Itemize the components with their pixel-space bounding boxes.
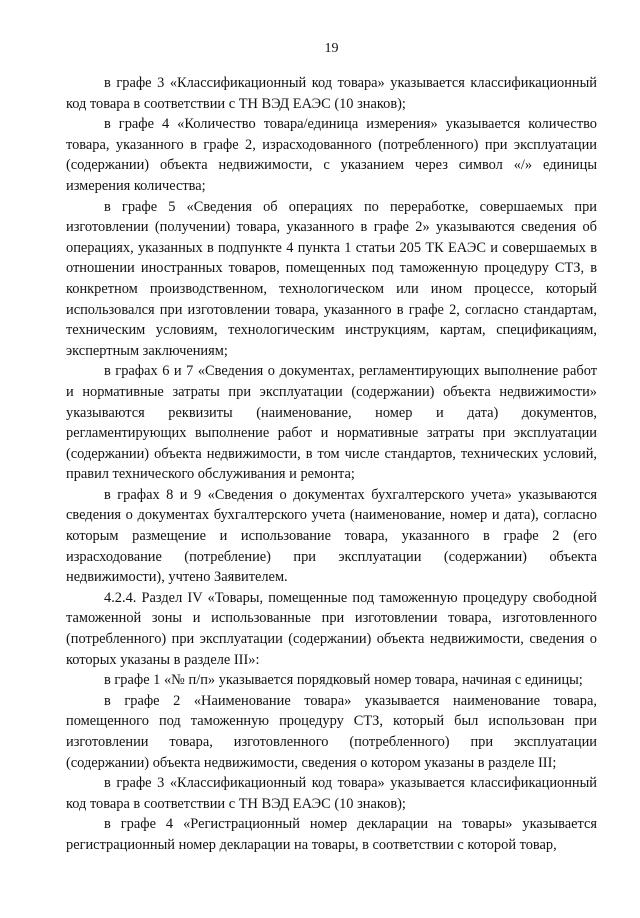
- paragraph-graph-4-declaration-number: в графе 4 «Регистрационный номер декларации на товары» указывается регистрационный номер декларации на товары, в соответствии с которой товар,: [66, 816, 597, 853]
- paragraph-graph-1-sequence-number: в графе 1 «№ п/п» указывается порядковый номер товара, начиная с единицы;: [104, 672, 583, 689]
- page-number: 19: [324, 41, 339, 56]
- document-body: [66, 73, 597, 856]
- paragraph-graphs-6-7-regulating-documents: в графах 6 и 7 «Сведения о документах, регламентирующих выполнение работ и нормативные затраты при эксплуатации (содержании) объекта недвижимости» указываются реквизиты (наименование, номер и дата) документов, регламентирующих выполнение работ и нормативные затраты при эксплуатации (содержании) объекта недвижимости, в том числе стандартов, технических условий, правил технического обслуживания и ремонта;: [66, 363, 597, 483]
- paragraph-graph-2-goods-name: в графе 2 «Наименование товара» указывается наименование товара, помещенного под таможенную процедуру СТЗ, который был использован при изготовлении товара, изготовленного (потребленного) при эксплуатации (содержании) объекта недвижимости, сведения о котором указаны в разделе III;: [66, 692, 597, 771]
- paragraph-graph-5-processing-operations: в графе 5 «Сведения об операциях по переработке, совершаемых при изготовлении (получении) товара, указанного в графе 2» указываются сведения об операциях, указанных в подпункте 4 пункта 1 статьи 205 ТК ЕАЭС и совершаемых в отношении иностранных товаров, помещенных под таможенную процедуру СТЗ, в конкретном производственном, технологическом или ином процессе, который использовался при изготовлении товара, указанного в графе 2, согласно стандартам, техническим условиям, технологическим инструкциям, картам, спецификациям, экспертным заключениям;: [66, 198, 597, 359]
- paragraph-section-4-2-4: 4.2.4. Раздел IV «Товары, помещенные под таможенную процедуру свободной таможенной зоны и использованные при изготовлении товара, изготовленного (потребленного) при эксплуатации (содержании) объекта недвижимости, сведения о которых указаны в разделе III»:: [66, 589, 597, 668]
- paragraph-graph-3-classification-code-2: в графе 3 «Классификационный код товара» указывается классификационный код товара в соответствии с ТН ВЭД ЕАЭС (10 знаков);: [66, 775, 597, 812]
- paragraph-graph-4-quantity: в графе 4 «Количество товара/единица измерения» указывается количество товара, указанного в графе 2, израсходованного (потребленного) при эксплуатации (содержании) объекта недвижимости, с указанием через символ «/» единицы измерения количества;: [66, 116, 597, 194]
- paragraph-graphs-8-9-accounting-documents: в графах 8 и 9 «Сведения о документах бухгалтерского учета» указываются сведения о документах бухгалтерского учета (наименование, номер и дата), согласно которым размещение и использование товара, указанного в графе 2 (его израсходование (потребление) при эксплуатации (содержании) объекта недвижимости), учтено Заявителем.: [66, 486, 597, 586]
- paragraph-graph-3-classification-code: в графе 3 «Классификационный код товара» указывается классификационный код товара в соответствии с ТН ВЭД ЕАЭС (10 знаков);: [66, 75, 597, 112]
